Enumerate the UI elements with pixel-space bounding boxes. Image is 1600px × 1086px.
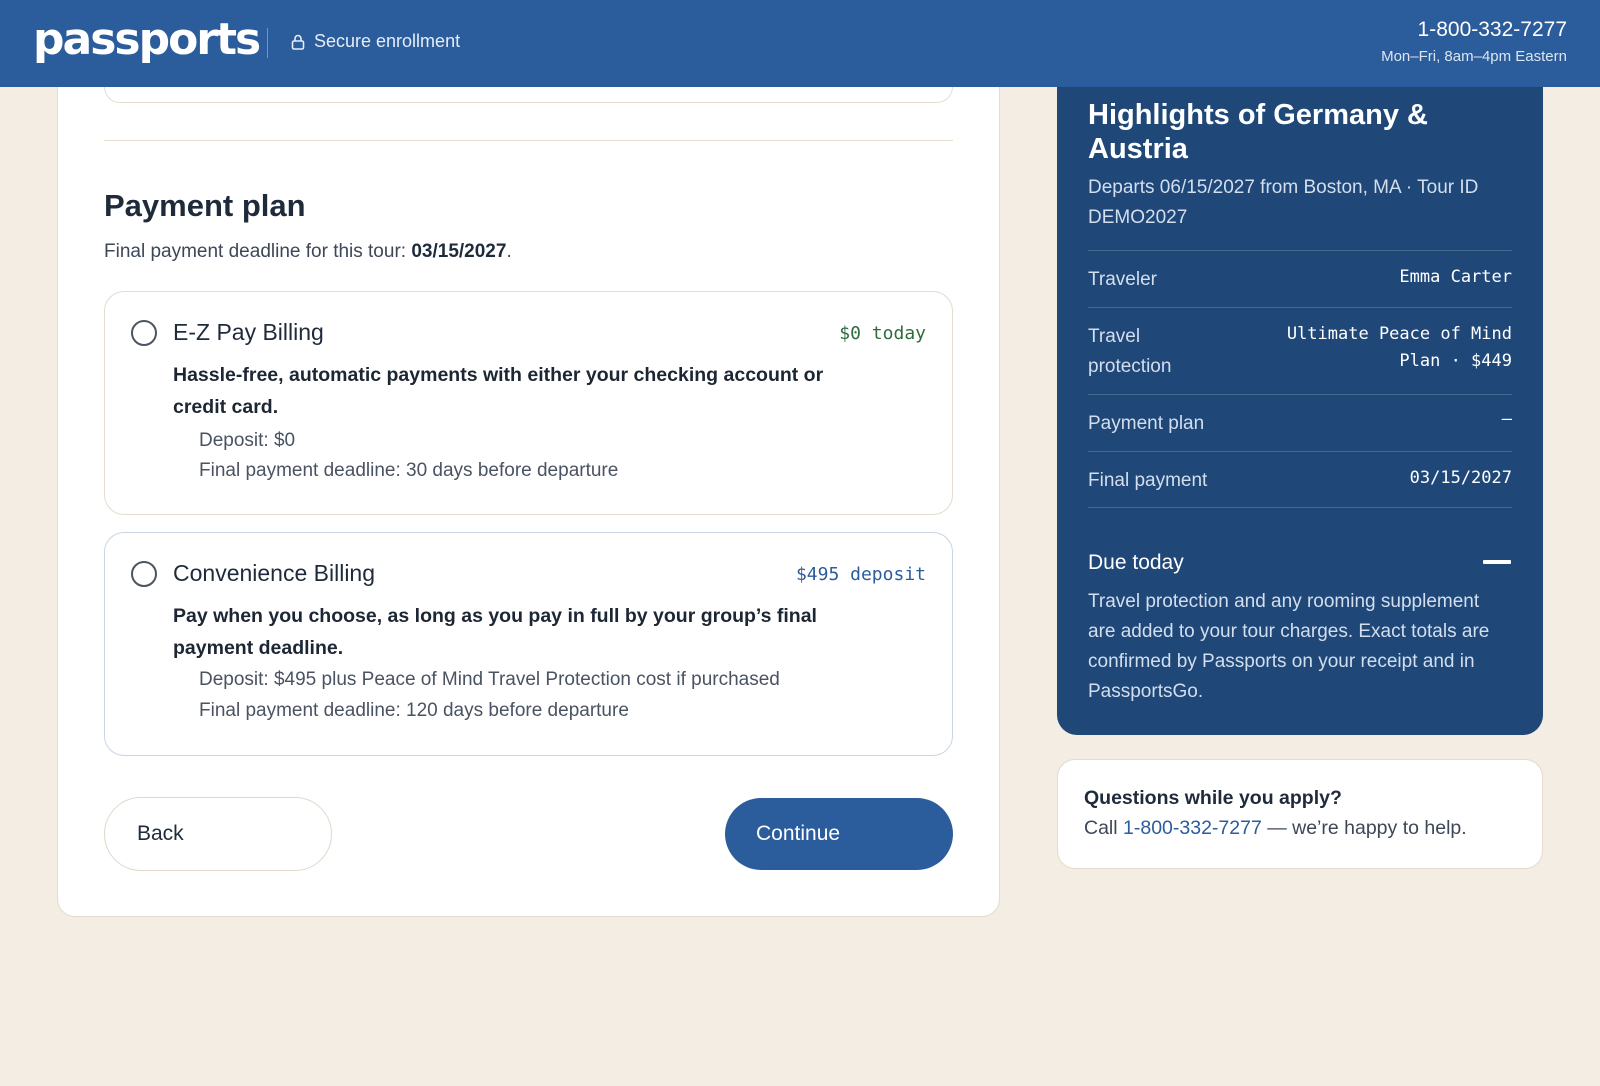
top-header: [0, 0, 1600, 87]
ez-pay-deposit: Deposit: $0: [199, 430, 296, 451]
back-button[interactable]: Back: [104, 797, 332, 871]
help-prefix: Call: [1084, 817, 1124, 839]
summary-label: Payment plan: [1088, 413, 1205, 434]
summary-row-final-payment: [1088, 451, 1512, 508]
deadline-prefix: Final payment deadline for this tour:: [104, 241, 412, 262]
enrollment-form-card: [57, 40, 1000, 917]
help-card: [1057, 759, 1543, 869]
tour-departure-info: Departs 06/15/2027 from Boston, MA · Tour ID DEMO2027: [1088, 177, 1479, 228]
ez-pay-title: E-Z Pay Billing: [173, 319, 324, 345]
header-phone[interactable]: 1-800-332-7277: [1417, 18, 1567, 41]
help-phone-link[interactable]: 1-800-332-7277: [1123, 817, 1262, 839]
summary-row-travel-protection: [1088, 307, 1512, 394]
due-today-text: Travel protection and any rooming supplement are added to your tour charges. Exact totals are confirmed by Passports on your receipt and in PassportsGo.: [1088, 591, 1490, 702]
convenience-billing-price: $495 deposit: [795, 564, 926, 585]
convenience-billing-final-deadline: Final payment deadline: 120 days before departure: [199, 700, 629, 721]
ez-pay-radio[interactable]: [131, 320, 157, 346]
passports-logo[interactable]: passports: [33, 14, 260, 65]
deadline-suffix: .: [506, 241, 512, 262]
help-text: [1084, 817, 1467, 840]
lock-icon: [291, 34, 305, 50]
secure-enrollment-label: Secure enrollment: [314, 31, 461, 51]
header-divider: [267, 28, 268, 58]
collapse-icon[interactable]: [1483, 560, 1511, 564]
payment-plan-deadline: [104, 241, 512, 263]
convenience-billing-deposit: Deposit: $495 plus Peace of Mind Travel Protection cost if purchased: [199, 669, 780, 690]
summary-value: Emma Carter: [1399, 267, 1512, 287]
convenience-billing-option[interactable]: [104, 532, 953, 756]
due-today-title[interactable]: Due today: [1088, 551, 1184, 574]
summary-value: —: [1501, 409, 1512, 429]
help-title: Questions while you apply?: [1084, 787, 1342, 809]
ez-pay-description: Hassle-free, automatic payments with either your checking account or credit card.: [173, 364, 824, 418]
convenience-billing-radio[interactable]: [131, 561, 157, 587]
header-hours: Mon–Fri, 8am–4pm Eastern: [1381, 48, 1567, 65]
convenience-billing-description: Pay when you choose, as long as you pay in full by your group’s final payment deadline.: [173, 605, 817, 659]
payment-plan-title: Payment plan: [104, 188, 306, 223]
section-divider: [104, 140, 953, 141]
ez-pay-final-deadline: Final payment deadline: 30 days before departure: [199, 460, 619, 481]
summary-row-payment-plan: [1088, 394, 1512, 451]
convenience-billing-title: Convenience Billing: [173, 560, 376, 586]
help-suffix: — we’re happy to help.: [1261, 817, 1467, 839]
summary-label: Traveler: [1088, 269, 1157, 290]
summary-row-traveler: [1088, 250, 1512, 307]
ez-pay-price: $0 today: [839, 323, 926, 344]
tour-title: Highlights of Germany & Austria: [1088, 99, 1428, 165]
summary-label: Travel protection: [1088, 326, 1172, 377]
summary-value: Ultimate Peace of Mind Plan · $449: [1286, 324, 1512, 371]
continue-button[interactable]: Continue: [725, 798, 953, 870]
tour-summary-panel: [1057, 40, 1543, 735]
ez-pay-option[interactable]: [104, 291, 953, 515]
summary-value: 03/15/2027: [1409, 468, 1512, 488]
deadline-date: 03/15/2027: [411, 241, 507, 262]
summary-label: Final payment: [1088, 470, 1208, 491]
secure-enrollment-indicator: [291, 31, 460, 52]
